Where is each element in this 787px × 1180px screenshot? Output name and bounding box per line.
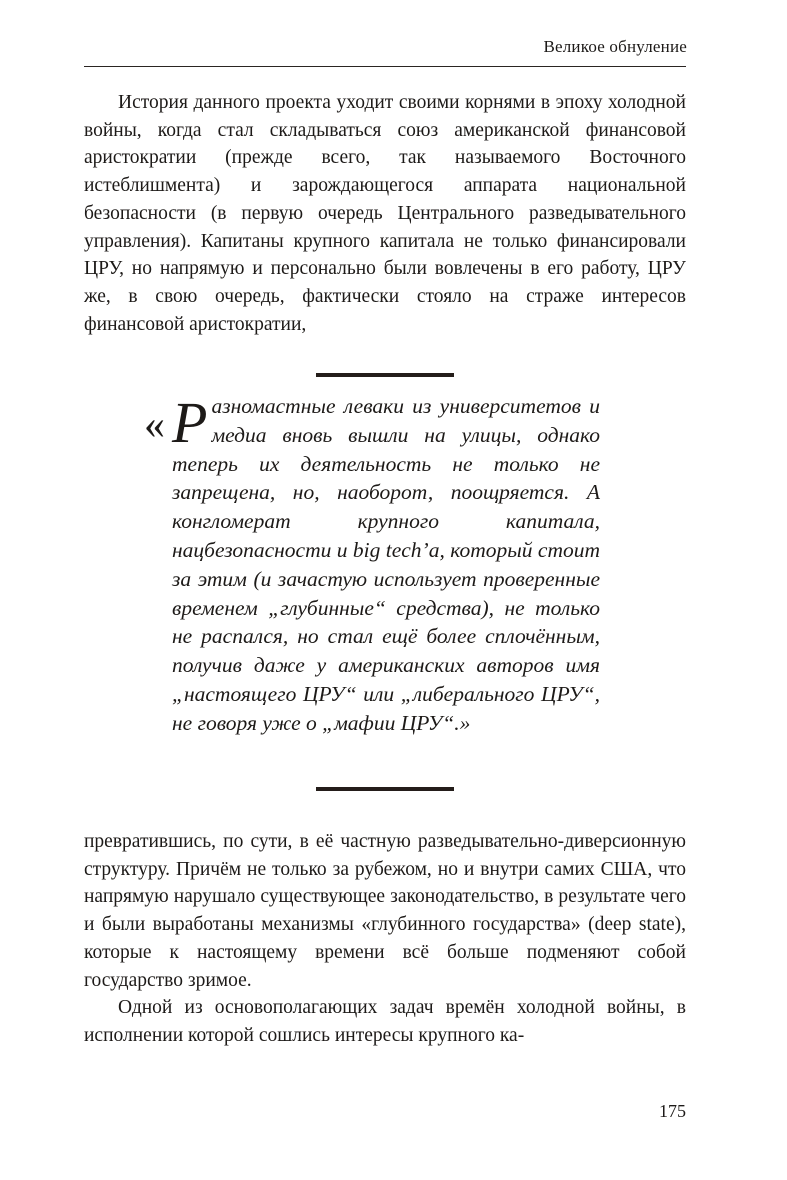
- bottom-text-block: [84, 828, 686, 1050]
- pull-quote: [172, 392, 600, 738]
- pull-quote-bottom-rule: [316, 787, 454, 791]
- top-text-block: [84, 89, 686, 338]
- pull-quote-text: азномастные леваки из университетов и медиа вновь вышли на улицы, однако теперь их деятельность не только не запрещена, но, наоборот, поощряется. А конгломерат крупного капитала, нацбезопасности и big tech’а, который стоит за этим (и зачастую использует проверенные временем „глубинные“ средства), не только не распался, но стал ещё более сплочённым, получив даже у американских авторов имя „настоящего ЦРУ“ или „либерального ЦРУ“, не говоря уже о „мафии ЦРУ“.»: [172, 394, 600, 735]
- pull-quote-open-mark: «: [144, 402, 165, 448]
- header-rule: [84, 66, 686, 67]
- page-number: 175: [659, 1101, 686, 1121]
- pull-quote-drop-cap: Р: [172, 390, 208, 455]
- paragraph-top: История данного проекта уходит своими корнями в эпоху холодной войны, когда стал складываться союз американской финансовой аристократии (прежде всего, так называемого Восточного истеблишмента) и зарождающегося аппарата национальной безопасности (в первую очередь Центрального разведывательного управления). Капитаны крупного капитала не только финансировали ЦРУ, но напрямую и персонально были вовлечены в его работу, ЦРУ же, в свою очередь, фактически стояло на страже интересов финансовой аристократии,: [84, 92, 686, 335]
- running-head: Великое обнуление: [543, 37, 687, 56]
- paragraph-continuation: превратившись, по сути, в её частную разведывательно-диверсионную структуру. Причём не только за рубежом, но и внутри самих США, что напрямую нарушало существующее законодательство, в результате чего и были выработаны механизмы «глубинного государства» (deep state), которые к настоящему времени всё больше подменяют собой государство зримое.: [84, 831, 686, 991]
- paragraph-next: Одной из основополагающих задач времён холодной войны, в исполнении которой сошлись интересы крупного ка-: [84, 997, 686, 1046]
- pull-quote-top-rule: [316, 373, 454, 377]
